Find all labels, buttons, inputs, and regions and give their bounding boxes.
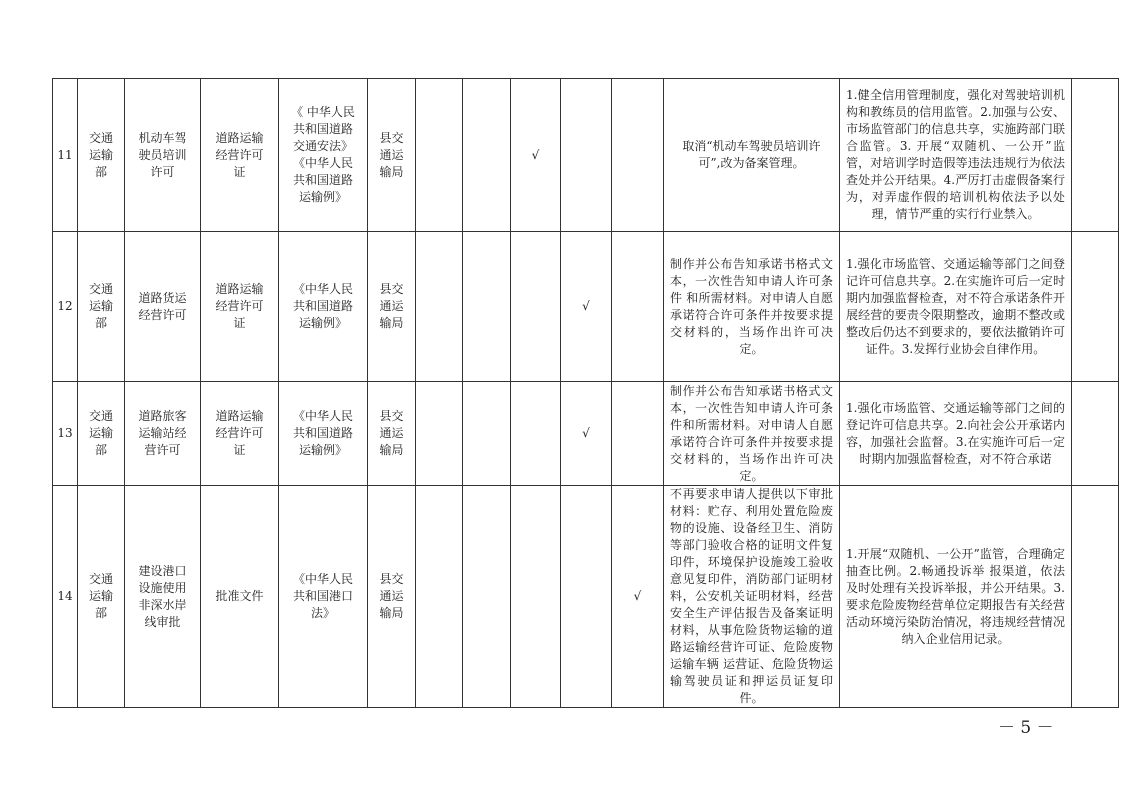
permit-type-cell: 道路运输 经营许可 证 <box>201 79 279 232</box>
table-row <box>53 486 1119 708</box>
supervision-measure-cell: 1.健全信用管理制度，强化对驾驶培训机构和教练员的信用监管。2.加强与公安、市场监管部门的信息共享，实施跨部门联合监管。3. 开展“双随机、一公开”监管，对培训学时造假等违法违规行为依法查处并公开结果。4.严厉打击虚假备案行为，对弄虚作假的培训机构依法予以处理，情节严重的实行行业禁入。 <box>840 79 1072 232</box>
reform-measure-cell: 制作并公布告知承诺书格式文本，一次性告知申请人许可条件和所需材料。对申请人自愿承诺符合许可条件并按要求提交材料的，当场作出许可决定。 <box>664 382 840 486</box>
permit-type-cell: 道路运输 经营许可 证 <box>201 382 279 486</box>
implementer-cell: 县交 通运 输局 <box>368 382 416 486</box>
reform-measure-cell: 取消“机动车驾驶员培训许 可”,改为备案管理。 <box>664 79 840 232</box>
row-number: 12 <box>53 232 78 382</box>
supervision-measure-cell: 1.强化市场监管、交通运输等部门之间的登记许可信息共享。2.向社会公开承诺内容，加强社会监督。3.在实施许可后一定时期内加强监督检查，对不符合承诺 <box>840 382 1072 486</box>
reform-method-check-1 <box>416 486 463 708</box>
row-number: 14 <box>53 486 78 708</box>
item-name-cell: 机动车驾 驶员培训 许可 <box>125 79 201 232</box>
note-cell <box>1072 382 1119 486</box>
reform-method-check-4 <box>561 79 612 232</box>
note-cell <box>1072 79 1119 232</box>
implementer-cell: 县交 通运 输局 <box>368 79 416 232</box>
note-cell <box>1072 232 1119 382</box>
reform-method-check-2 <box>463 232 511 382</box>
row-number: 11 <box>53 79 78 232</box>
row-number: 13 <box>53 382 78 486</box>
page-number: － 5 － <box>998 718 1054 738</box>
reform-method-check-1 <box>416 382 463 486</box>
table-row <box>53 79 1119 232</box>
legal-basis-cell: 《中华人民 共和国道路 运输例》 <box>279 232 368 382</box>
item-name-cell: 道路货运 经营许可 <box>125 232 201 382</box>
table-row <box>53 232 1119 382</box>
legal-basis-cell: 《中华人民 共和国港口 法》 <box>279 486 368 708</box>
reform-method-check-3: √ <box>511 79 561 232</box>
item-name-cell: 建设港口 设施使用 非深水岸 线审批 <box>125 486 201 708</box>
note-cell <box>1072 486 1119 708</box>
reform-method-check-2 <box>463 382 511 486</box>
reform-method-check-4 <box>561 486 612 708</box>
permit-type-cell: 批准文件 <box>201 486 279 708</box>
table-row <box>53 382 1119 486</box>
reform-method-check-3 <box>511 232 561 382</box>
implementer-cell: 县交 通运 输局 <box>368 232 416 382</box>
reform-method-check-1 <box>416 232 463 382</box>
department-cell: 交通 运输 部 <box>78 382 125 486</box>
implementer-cell: 县交 通运 输局 <box>368 486 416 708</box>
permit-type-cell: 道路运输 经营许可 证 <box>201 232 279 382</box>
department-cell: 交通 运输 部 <box>78 232 125 382</box>
legal-basis-cell: 《 中华人民 共和国道路 交通安法》 《中华人民 共和国道路 运输例》 <box>279 79 368 232</box>
department-cell: 交通 运输 部 <box>78 79 125 232</box>
supervision-measure-cell: 1.强化市场监管、交通运输等部门之间登记许可信息共享。2.在实施许可后一定时期内加强监督检查，对不符合承诺条件开展经营的要责令限期整改，逾期不整改或整改后仍达不到要求的，要依法撤销许可证件。3.发挥行业协会自律作用。 <box>840 232 1072 382</box>
reform-measure-cell: 制作并公布告知承诺书格式文本，一次性告知申请人许可条件 和所需材料。对申请人自愿承诺符合许可条件并按要求提交材料的，当场作出许可决定。 <box>664 232 840 382</box>
reform-method-check-5 <box>612 232 664 382</box>
legal-basis-cell: 《中华人民 共和国道路 运输例》 <box>279 382 368 486</box>
reform-method-check-5 <box>612 79 664 232</box>
reform-method-check-2 <box>463 486 511 708</box>
reform-method-check-3 <box>511 382 561 486</box>
item-name-cell: 道路旅客 运输站经 营许可 <box>125 382 201 486</box>
reform-method-check-5 <box>612 382 664 486</box>
reform-method-check-1 <box>416 79 463 232</box>
reform-method-check-3 <box>511 486 561 708</box>
department-cell: 交通 运输 部 <box>78 486 125 708</box>
reform-items-table <box>52 78 1119 708</box>
reform-measure-cell: 不再要求申请人提供以下审批材料：贮存、利用处置危险废物的设施、设备经卫生、消防等部门验收合格的证明文件复印件，环境保护设施竣工验收意见复印件，消防部门证明材料，公安机关证明材料，经营安全生产评估报告及备案证明材料，从事危险货物运输的道路运输经营许可证、危险废物运输车辆 运营证、危险货物运输驾驶员证和押运员证复印件。 <box>664 486 840 708</box>
reform-method-check-5: √ <box>612 486 664 708</box>
reform-method-check-4: √ <box>561 232 612 382</box>
reform-method-check-2 <box>463 79 511 232</box>
supervision-measure-cell: 1.开展“双随机、一公开”监管，合理确定抽查比例。2.畅通投诉举 报渠道，依法及时处理有关投诉举报，并公开结果。3.要求危险废物经营单位定期报告有关经营活动环境污染防治情况，将违规经营情况纳入企业信用记录。 <box>840 486 1072 708</box>
reform-method-check-4: √ <box>561 382 612 486</box>
